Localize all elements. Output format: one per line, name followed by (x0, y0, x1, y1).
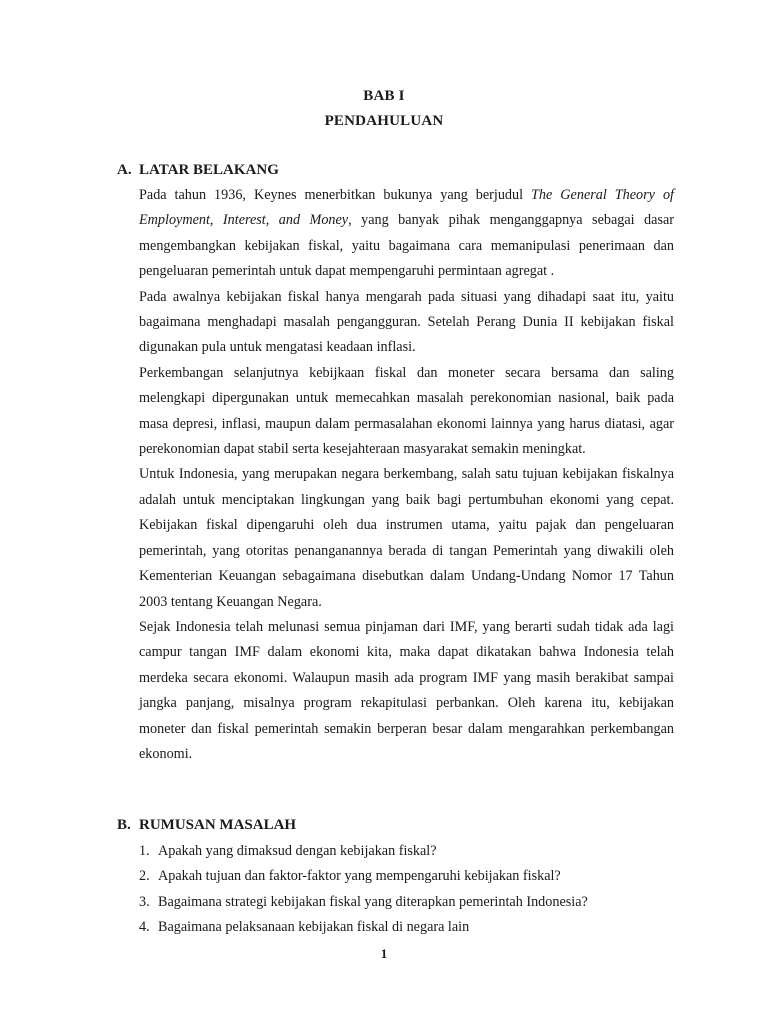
section-a-body (139, 183, 674, 767)
list-number: 2. (139, 868, 150, 885)
section-b-title: RUMUSAN MASALAH (139, 817, 297, 833)
section-a-heading (117, 162, 279, 179)
list-item (139, 890, 679, 915)
chapter-title: PENDAHULUAN (324, 113, 444, 129)
list-number: 1. (139, 843, 150, 859)
chapter-number: BAB I (363, 88, 405, 104)
paragraph-3: Perkembangan selanjutnya kebijkaan fiskal dan moneter secara bersama dan saling melengkapi dipergunakan untuk memecahkan masalah perekonomian nasional, baik pada masa depresi, inflasi, maupun dalam permasalahan ekonomi lainnya yang harus diatasi, agar perekonomian dapat stabil serta kesejahteraan masyarakat semakin meningkat. (139, 364, 674, 458)
section-b-letter: B. (117, 817, 131, 833)
book-title: The General Theory of Employment, Interest, and Money (139, 187, 674, 229)
section-a-letter: A. (117, 162, 132, 178)
list-number: 4. (139, 919, 150, 936)
list-text: Apakah yang dimaksud dengan kebijakan fiskal? (158, 843, 437, 859)
list-number: 3. (139, 893, 150, 910)
paragraph-2: Pada awalnya kebijakan fiskal hanya mengarah pada situasi yang dihadapi saat itu, yaitu bagaimana menghadapi masalah pengangguran. Setelah Perang Dunia II kebijakan fiskal digunakan pula untuk mengatasi keadaan inflasi. (139, 288, 674, 356)
list-item (139, 839, 679, 864)
list-text: Apakah tujuan dan faktor-faktor yang mempengaruhi kebijakan fiskal? (158, 868, 561, 885)
paragraph-1-text-end: , yang banyak pihak menganggapnya sebagai dasar mengembangkan kebijakan fiskal, yaitu bagaimana cara memanipulasi penerimaan dan pengeluaran pemerintah untuk dapat mempengaruhi permintaan agregat . (139, 212, 674, 280)
problem-list (139, 839, 679, 941)
list-text: Bagaimana pelaksanaan kebijakan fiskal di negara lain (158, 919, 470, 936)
page-number: 1 (380, 946, 388, 961)
section-b-heading (117, 817, 296, 834)
list-item (139, 864, 679, 889)
section-a-title: LATAR BELAKANG (139, 162, 279, 178)
paragraph-5: Sejak Indonesia telah melunasi semua pinjaman dari IMF, yang berarti sudah tidak ada lagi campur tangan IMF dalam ekonomi kita, maka dapat dikatakan bahwa Indonesia telah merdeka secara ekonomi. Walaupun masih ada program IMF yang masih berakibat sampai jangka panjang, misalnya program rekapitulasi perbankan. Oleh karena itu, kebijakan moneter dan fiskal pemerintah semakin berperan besar dalam mengarahkan perkembangan ekonomi. (139, 618, 674, 762)
paragraph-1 (139, 183, 674, 285)
list-item (139, 915, 679, 940)
paragraph-1-text: Pada tahun 1936, Keynes menerbitkan bukunya yang berjudul (139, 187, 532, 203)
list-text: Bagaimana strategi kebijakan fiskal yang diterapkan pemerintah Indonesia? (158, 893, 588, 910)
paragraph-4: Untuk Indonesia, yang merupakan negara berkembang, salah satu tujuan kebijakan fiskalnya adalah untuk menciptakan lingkungan yang baik bagi pertumbuhan ekonomi yang cepat. Kebijakan fiskal dipengaruhi oleh dua instrumen utama, yaitu pajak dan pengeluaran pemerintah, yang otoritas penanganannya berada di tangan Pemerintah yang diwakili oleh Kementerian Keuangan sebagaimana disebutkan dalam Undang-Undang Nomor 17 Tahun 2003 tentang Keuangan Negara. (139, 466, 674, 610)
